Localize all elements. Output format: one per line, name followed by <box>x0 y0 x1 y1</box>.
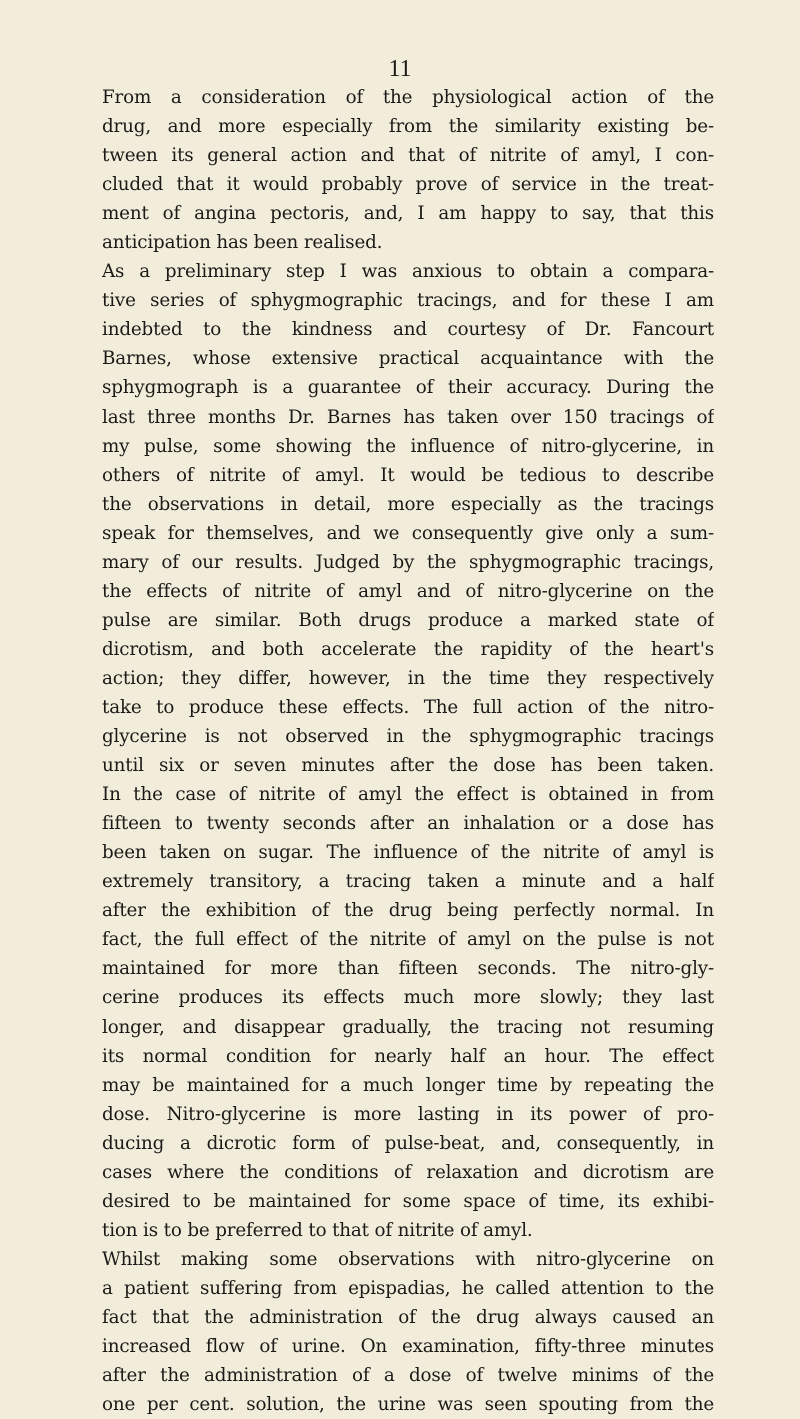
text-line: pulse are similar. Both drugs produce a marked state of <box>102 609 714 631</box>
text-line: ment of angina pectoris, and, I am happy to say, that this <box>102 203 714 225</box>
text-line: indebted to the kindness and courtesy of Dr. Fancourt <box>102 319 714 341</box>
text-line: sphygmograph is a guarantee of their accuracy. During the <box>102 377 714 399</box>
text-line: one per cent. solution, the urine was seen spouting from the <box>102 1394 714 1416</box>
text-line: As a preliminary step I was anxious to obtain a compara- <box>102 261 714 283</box>
text-line: cases where the conditions of relaxation and dicrotism are <box>102 1161 714 1183</box>
text-line: dicrotism, and both accelerate the rapidity of the heart's <box>102 638 714 660</box>
text-line: the effects of nitrite of amyl and of nitro-glycerine on the <box>102 580 714 602</box>
text-line: maintained for more than fifteen seconds. The nitro-gly- <box>102 958 714 980</box>
text-line: the observations in detail, more especially as the tracings <box>102 493 714 515</box>
text-line: action; they differ, however, in the time they respectively <box>102 667 714 689</box>
text-line: tive series of sphygmographic tracings, and for these I am <box>102 290 714 312</box>
text-line: longer, and disappear gradually, the tracing not resuming <box>102 1016 714 1038</box>
text-line: others of nitrite of amyl. It would be tedious to describe <box>102 464 714 486</box>
text-line: cluded that it would probably prove of service in the treat- <box>102 174 714 196</box>
text-line: glycerine is not observed in the sphygmographic tracings <box>102 726 714 748</box>
text-line: ducing a dicrotic form of pulse-beat, and, consequently, in <box>102 1132 714 1154</box>
text-line: been taken on sugar. The influence of the nitrite of amyl is <box>102 842 714 864</box>
text-line: fact, the full effect of the nitrite of amyl on the pulse is not <box>102 929 714 951</box>
text-line: its normal condition for nearly half an hour. The effect <box>102 1045 714 1067</box>
text-line: In the case of nitrite of amyl the effect is obtained in from <box>102 784 714 806</box>
text-line: drug, and more especially from the similarity existing be- <box>102 116 714 138</box>
text-line: may be maintained for a much longer time by repeating the <box>102 1074 714 1096</box>
text-line: increased flow of urine. On examination, fifty-three minutes <box>102 1336 714 1358</box>
text-line: dose. Nitro-glycerine is more lasting in its power of pro- <box>102 1103 714 1125</box>
text-line: tween its general action and that of nitrite of amyl, I con- <box>102 145 714 167</box>
text-line: fifteen to twenty seconds after an inhalation or a dose has <box>102 813 714 835</box>
text-line: Barnes, whose extensive practical acquaintance with the <box>102 348 714 370</box>
text-line: Whilst making some observations with nitro-glycerine on <box>102 1248 714 1270</box>
text-line: my pulse, some showing the influence of nitro-glycerine, in <box>102 435 714 457</box>
text-line: after the administration of a dose of twelve minims of the <box>102 1365 714 1387</box>
text-line: fact that the administration of the drug always caused an <box>102 1306 714 1328</box>
text-line: cerine produces its effects much more slowly; they last <box>102 987 714 1009</box>
text-line: after the exhibition of the drug being perfectly normal. In <box>102 900 714 922</box>
text-line: extremely transitory, a tracing taken a minute and a half <box>102 871 714 893</box>
body-text <box>102 83 714 1419</box>
text-line: speak for themselves, and we consequently give only a sum- <box>102 522 714 544</box>
text-line: desired to be maintained for some space of time, its exhibi- <box>102 1190 714 1212</box>
text-line: tion is to be preferred to that of nitrite of amyl. <box>102 1219 533 1241</box>
text-line: last three months Dr. Barnes has taken over 150 tracings of <box>102 406 714 428</box>
page-number: 11 <box>388 56 412 82</box>
text-line: From a consideration of the physiological action of the <box>102 87 714 108</box>
text-line: until six or seven minutes after the dose has been taken. <box>102 755 714 777</box>
text-line: a patient suffering from epispadias, he called attention to the <box>102 1277 714 1299</box>
text-line: anticipation has been realised. <box>102 232 383 254</box>
text-line: mary of our results. Judged by the sphygmographic tracings, <box>102 551 714 573</box>
text-line: take to produce these effects. The full action of the nitro- <box>102 696 714 718</box>
